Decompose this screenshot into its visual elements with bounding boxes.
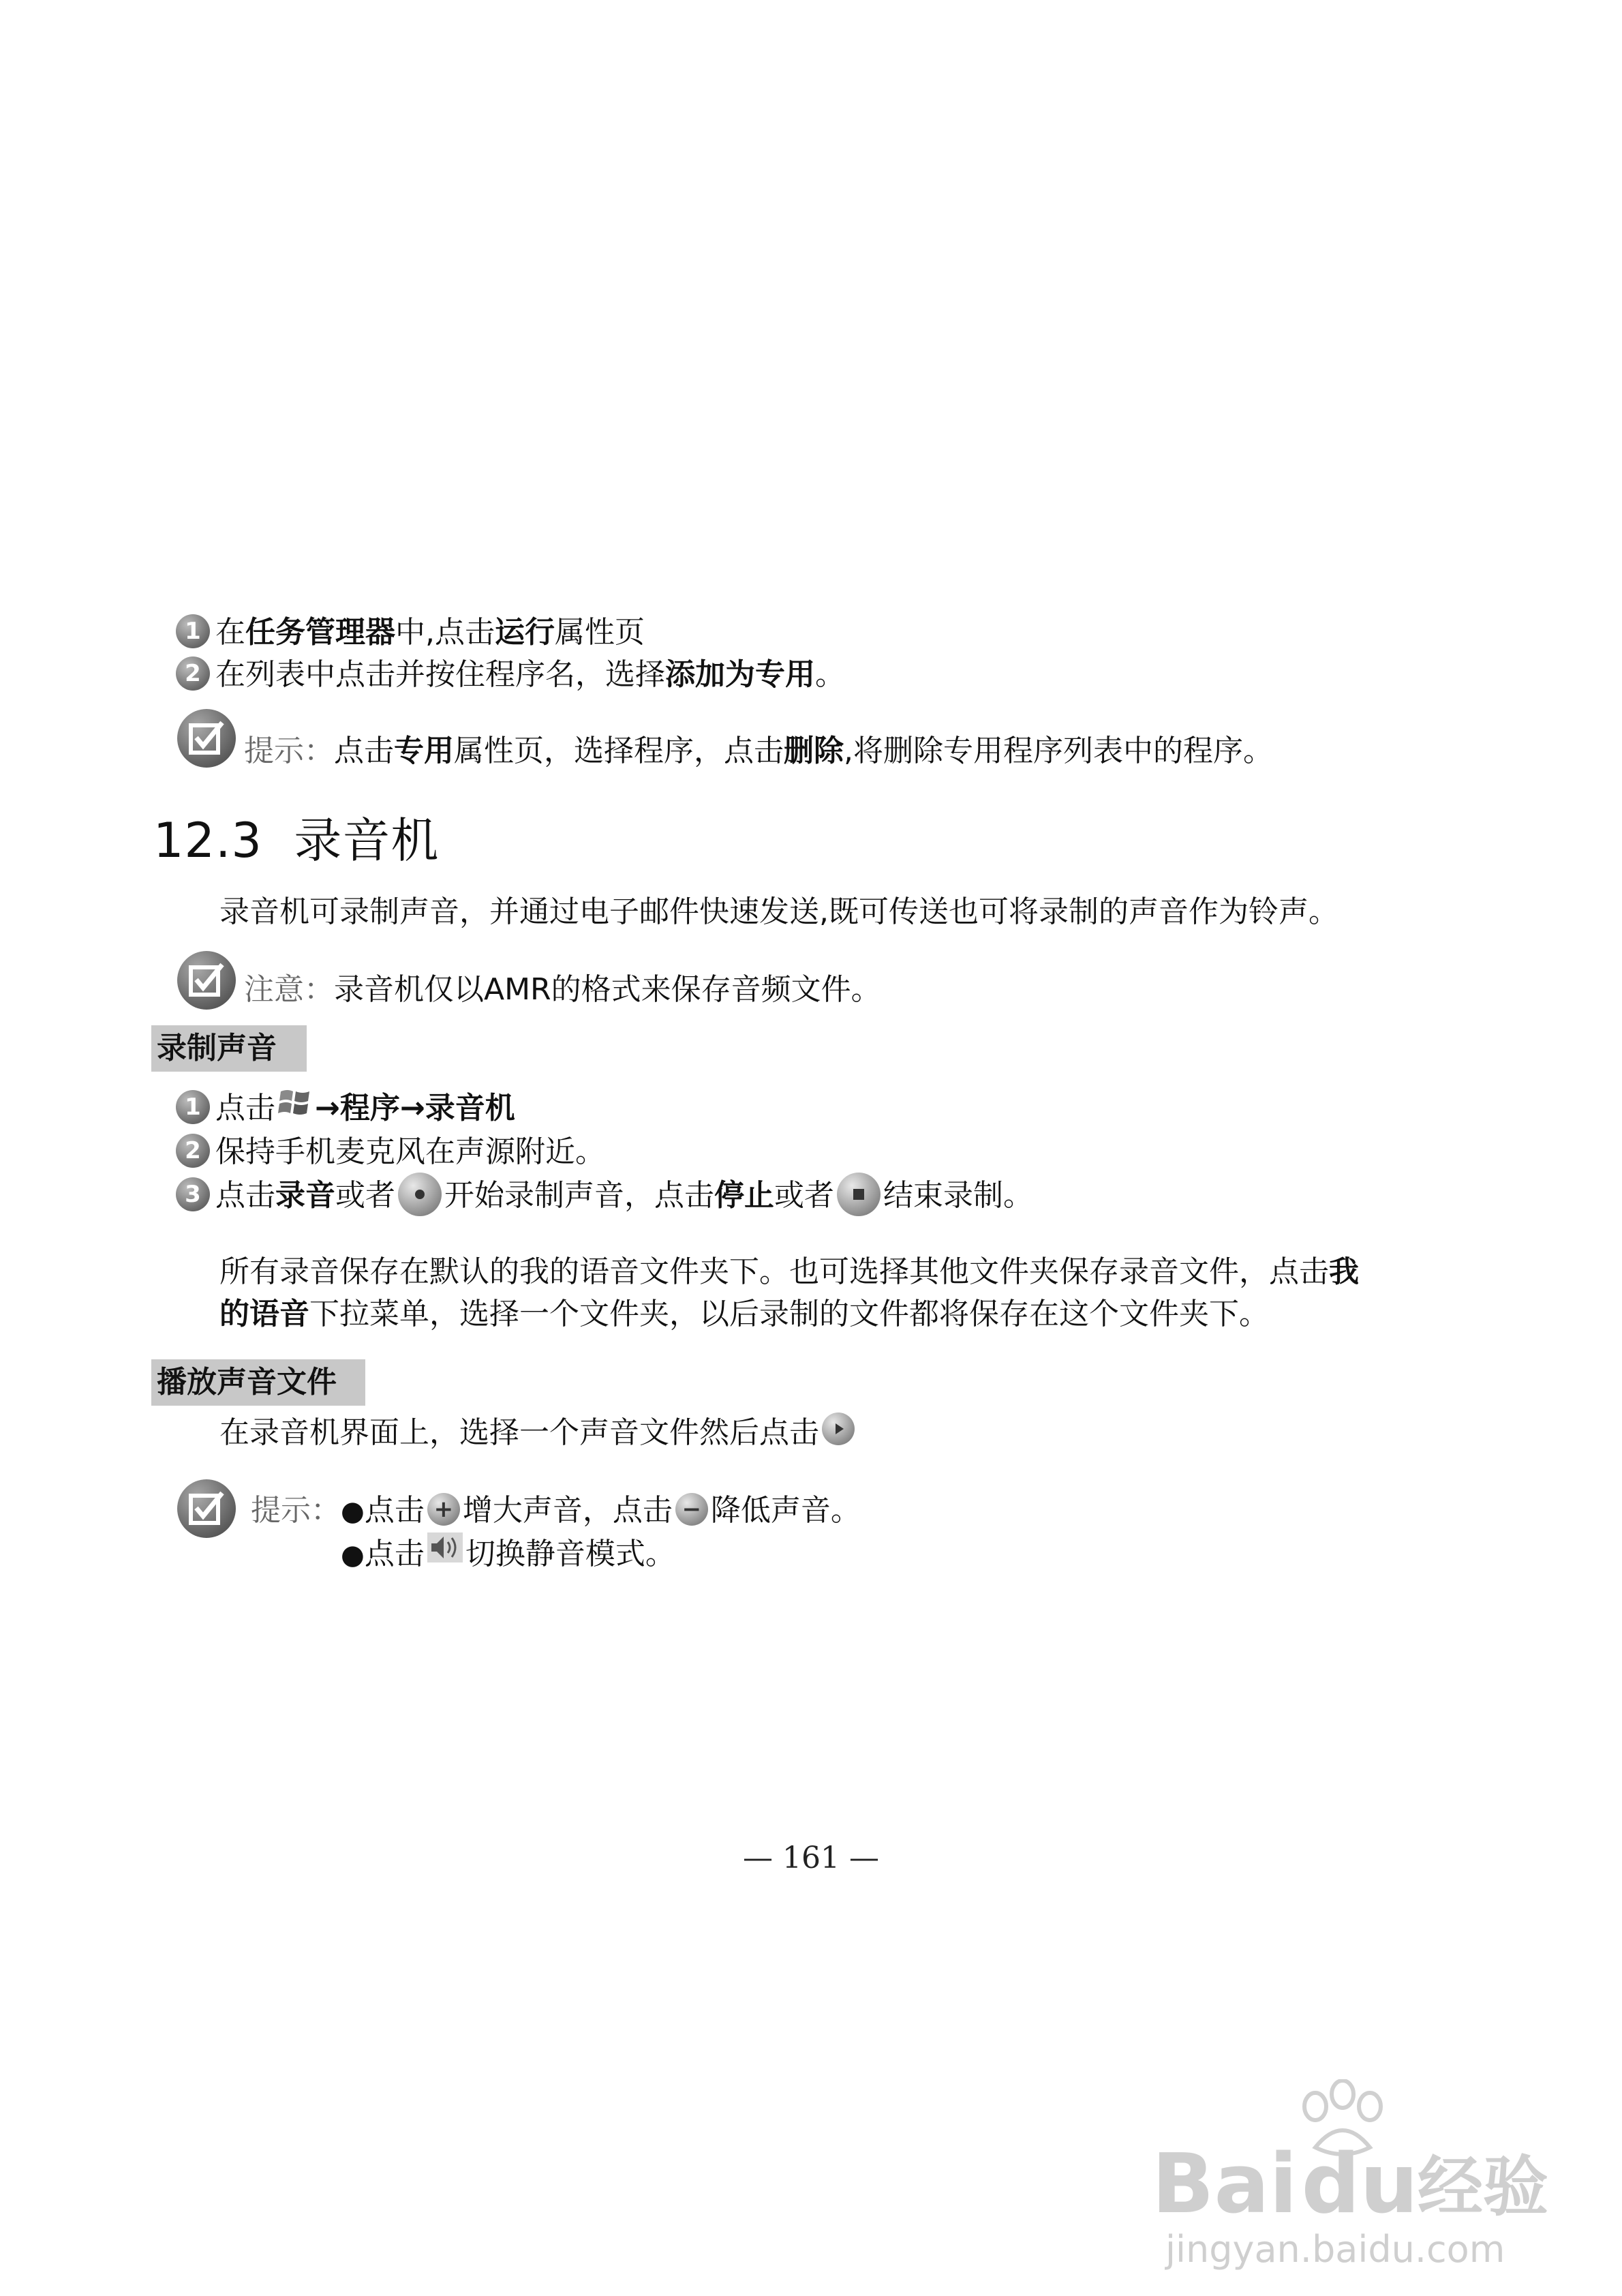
band-play-sound: 播放声音文件 bbox=[151, 1359, 365, 1406]
stop-button-icon bbox=[837, 1173, 881, 1216]
play-button-icon bbox=[822, 1413, 855, 1445]
tip-1: 提示：点击专用属性页，选择程序，点击删除,将删除专用程序列表中的程序。 bbox=[244, 734, 1273, 768]
volume-down-icon: − bbox=[675, 1493, 708, 1526]
section-heading: 12.3 录音机 bbox=[153, 813, 440, 868]
volume-up-icon: + bbox=[427, 1493, 460, 1526]
tip-2-line-1: 提示：●点击 + 增大声音，点击 − 降低声音。 bbox=[251, 1493, 861, 1528]
step-number-2: 2 bbox=[176, 656, 210, 691]
step-1-top: 1 在任务管理器中,点击运行属性页 bbox=[176, 612, 645, 653]
paragraph-line-2: 的语音下拉菜单，选择一个文件夹，以后录制的文件都将保存在这个文件夹下。 bbox=[219, 1297, 1269, 1331]
watermark-url: jingyan.baidu.com bbox=[1165, 2228, 1505, 2271]
watermark-jingyan: 经验 bbox=[1418, 2149, 1548, 2225]
checkbox-note-icon bbox=[177, 951, 236, 1010]
intro-text: 录音机可录制声音，并通过电子邮件快速发送,既可传送也可将录制的声音作为铃声。 bbox=[219, 894, 1338, 929]
checkbox-tip-icon bbox=[177, 709, 236, 768]
record-button-icon bbox=[398, 1173, 442, 1216]
step-1-record: 1 点击 →程序→录音机 bbox=[176, 1088, 515, 1131]
step-number-1: 1 bbox=[176, 614, 210, 648]
step-3-record: 3 点击录音或者 开始录制声音，点击停止或者 结束录制。 bbox=[176, 1175, 1033, 1219]
paragraph-line-1: 所有录音保存在默认的我的语音文件夹下。也可选择其他文件夹保存录音文件，点击我 bbox=[219, 1254, 1359, 1289]
baidu-watermark bbox=[1152, 2079, 1588, 2270]
checkbox-tip2-icon bbox=[177, 1479, 236, 1538]
note: 注意：录音机仅以AMR的格式来保存音频文件。 bbox=[244, 972, 881, 1007]
step-2-top: 2 在列表中点击并按住程序名，选择添加为专用。 bbox=[176, 654, 845, 695]
play-text: 在录音机界面上，选择一个声音文件然后点击 bbox=[219, 1413, 857, 1453]
tip-2-line-2: ●点击 切换静音模式。 bbox=[341, 1534, 675, 1576]
speaker-mute-icon bbox=[427, 1532, 463, 1573]
step-2-record: 2 保持手机麦克风在声源附近。 bbox=[176, 1132, 605, 1173]
windows-start-icon bbox=[278, 1086, 312, 1128]
watermark-brand: Baidu bbox=[1152, 2137, 1418, 2232]
page-number: — 161 — bbox=[743, 1841, 879, 1875]
band-record-sound: 录制声音 bbox=[151, 1025, 307, 1072]
